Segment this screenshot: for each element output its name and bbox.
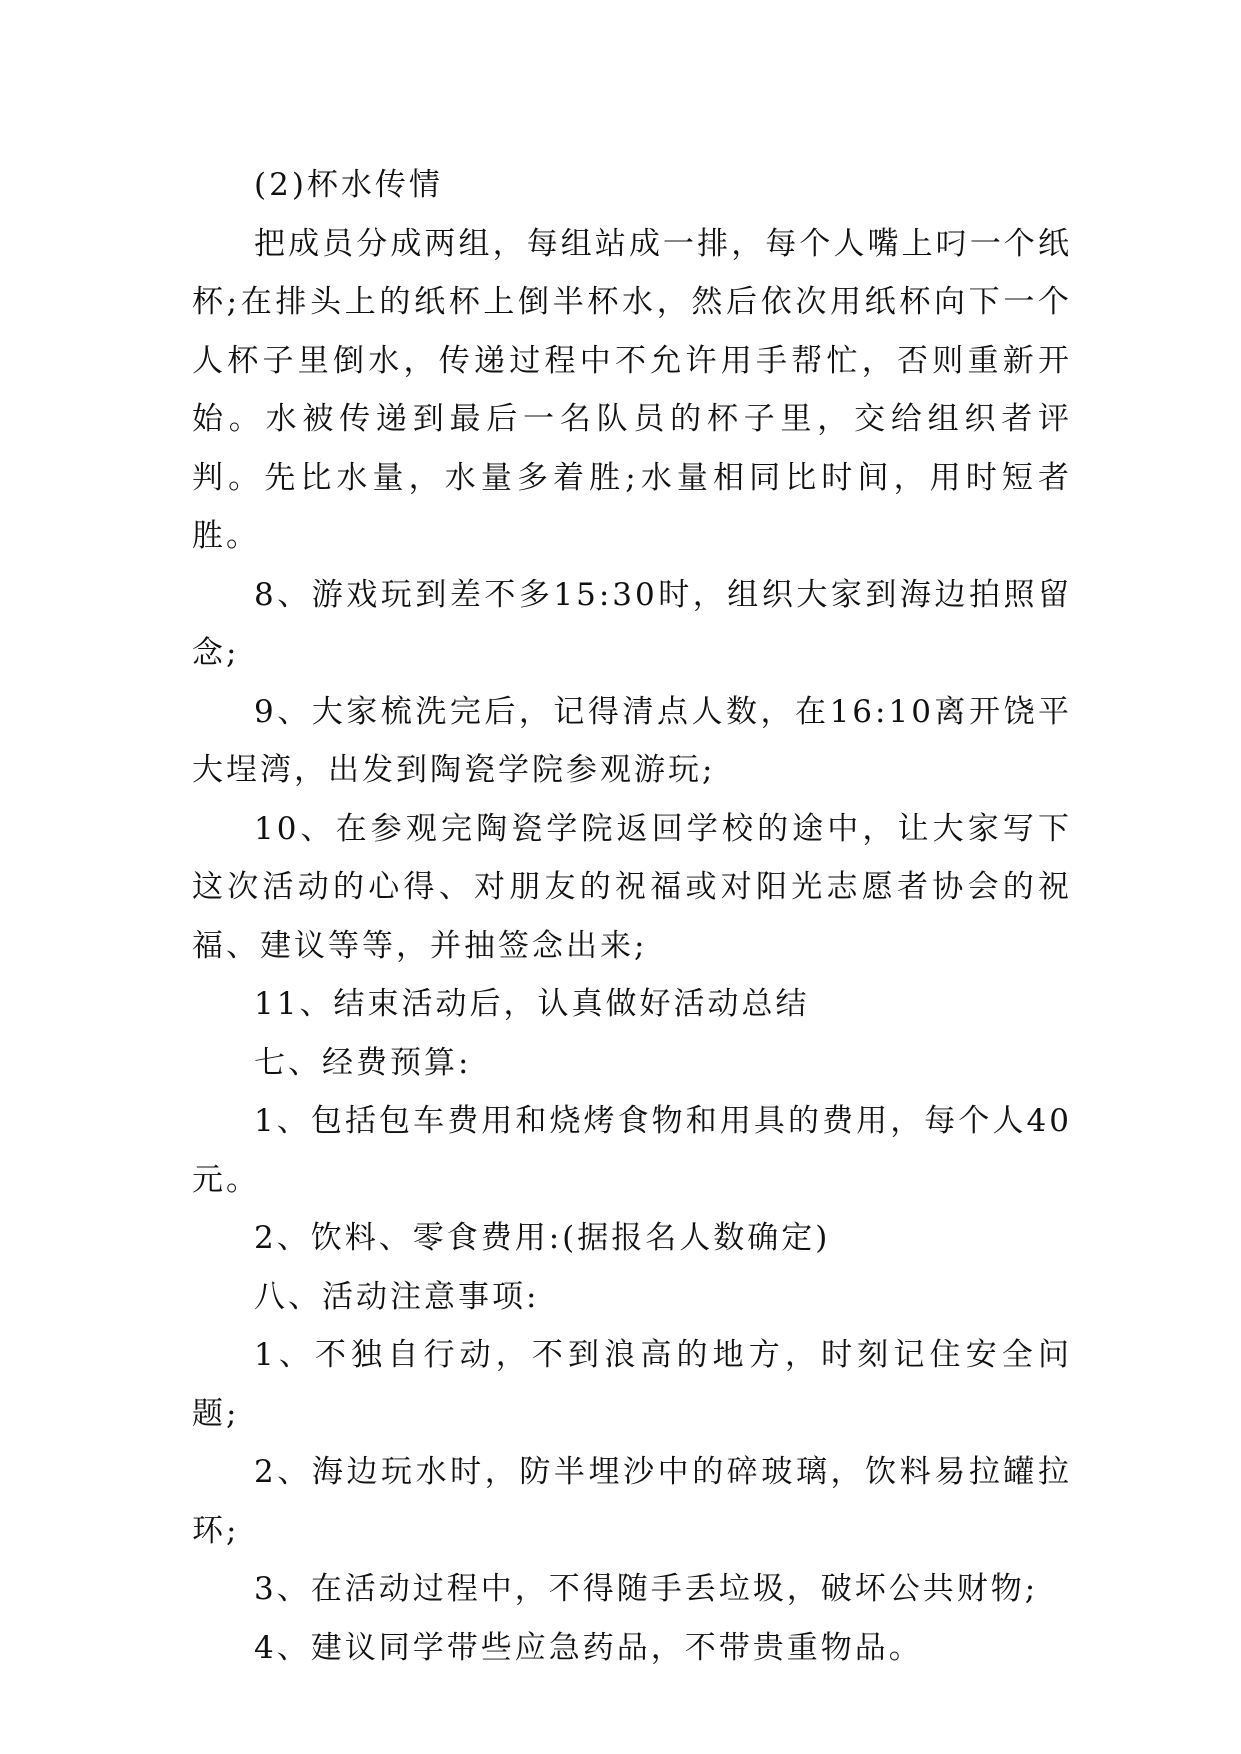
paragraph-step-8: 8、游戏玩到差不多15:30时，组织大家到海边拍照留念; [192,576,1072,671]
paragraph-budget-2: 2、饮料、零食费用:(据报名人数确定) [254,1220,831,1256]
paragraph-budget-1: 1、包括包车费用和烧烤食物和用具的费用，每个人40元。 [192,1103,1072,1198]
paragraph-step-9: 9、大家梳洗完后，记得清点人数，在16:10离开饶平大埕湾，出发到陶瓷学院参观游玩; [192,693,1072,788]
paragraph-game-rules: 把成员分成两组，每组站成一排，每个人嘴上叼一个纸杯;在排头上的纸杯上倒半杯水，然后依次用纸杯向下一个人杯子里倒水，传递过程中不允许用手帮忙，否则重新开始。水被传递到最后一名队员的杯子里，交给组织者评判。先比水量，水量多着胜;水量相同比时间，用时短者胜。 [192,225,1072,554]
document-body [192,156,1072,1677]
paragraph-note-3: 3、在活动过程中，不得随手丢垃圾，破坏公共财物; [254,1571,1039,1607]
paragraph-step-10: 10、在参观完陶瓷学院返回学校的途中，让大家写下这次活动的心得、对朋友的祝福或对阳光志愿者协会的祝福、建议等等，并抽签念出来; [192,810,1072,964]
paragraph-note-4: 4、建议同学带些应急药品，不带贵重物品。 [254,1629,923,1666]
section-heading-budget: 七、经费预算: [254,1044,472,1081]
paragraph-note-1: 1、不独自行动，不到浪高的地方，时刻记住安全问题; [192,1337,1072,1432]
paragraph-subheading-cup-water: (2)杯水传情 [254,167,443,203]
paragraph-note-2: 2、海边玩水时，防半埋沙中的碎玻璃，饮料易拉罐拉环; [192,1454,1072,1549]
paragraph-step-11: 11、结束活动后，认真做好活动总结 [254,986,810,1022]
section-heading-notes: 八、活动注意事项: [254,1278,540,1315]
